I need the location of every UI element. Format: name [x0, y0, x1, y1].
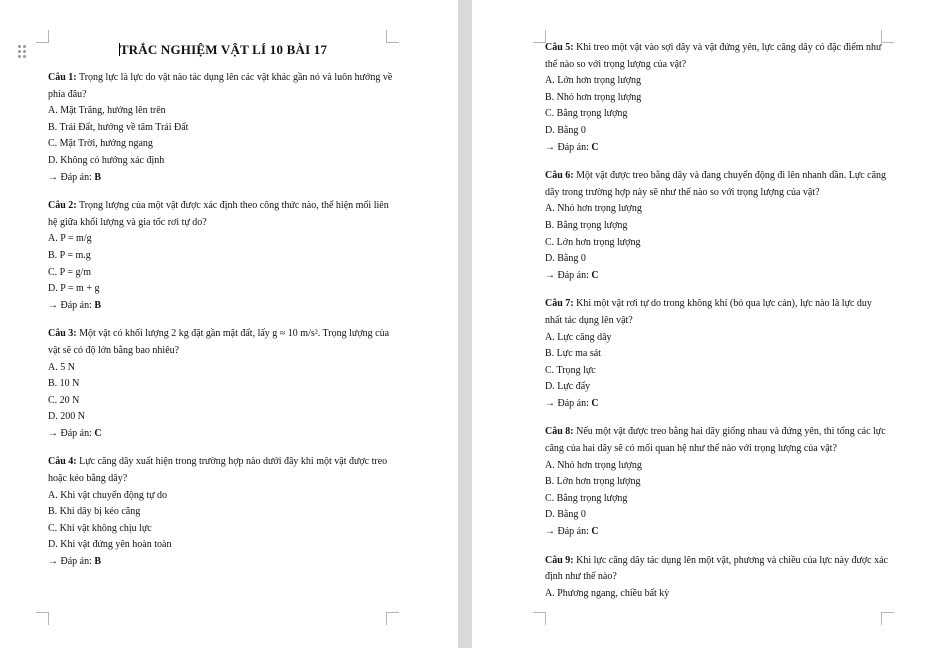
answer-prefix: → Đáp án:: [545, 397, 589, 409]
answer-option: C. Trọng lực: [545, 364, 596, 376]
question-body: Khi treo một vật vào sợi dây và vật đứng yên, lực căng dây có đặc điểm như thế nào so với trọng lượng của vật?: [545, 42, 882, 70]
question-label: Câu 4:: [48, 456, 77, 468]
question-block: [545, 168, 890, 284]
question-block: [48, 198, 398, 314]
page-corner-mark: [36, 612, 49, 625]
answer-letter: C: [591, 526, 599, 538]
correct-answer: [48, 298, 398, 315]
question-block: [545, 424, 890, 540]
answer-option: B. 10 N: [48, 378, 80, 390]
answer-option: C. 20 N: [48, 394, 80, 406]
answer-option: B. Nhỏ hơn trọng lượng: [545, 91, 642, 103]
question-body: Trọng lượng của một vật được xác định theo công thức nào, thể hiện mối liên hệ giữa khối lượng và gia tốc rơi tự do?: [48, 200, 389, 228]
question-label: Câu 5:: [545, 42, 574, 53]
question-text: [48, 70, 398, 103]
answer-option: B. Lớn hơn trọng lượng: [545, 476, 641, 488]
question-body: Khi lực căng dây tác dụng lên một vật, phương và chiều của lực này được xác định như thế nào?: [545, 554, 888, 583]
question-body: Nếu một vật được treo bằng hai dây giống nhau và đứng yên, thì tổng các lực căng của hai dây sẽ có mối quan hệ như thế nào với trọng lượng của vật?: [545, 426, 886, 455]
drag-handle-icon[interactable]: [18, 45, 26, 59]
answer-option: C. Mặt Trời, hướng ngang: [48, 138, 153, 150]
question-text: [545, 296, 890, 329]
question-label: Câu 1:: [48, 72, 77, 83]
answer-option: B. Lực ma sát: [545, 348, 601, 360]
question-label: Câu 8:: [545, 426, 574, 438]
answer-option: A. Khi vật chuyển động tự do: [48, 489, 168, 501]
answer-option: D. Lực đẩy: [545, 381, 591, 393]
answer-letter: B: [94, 171, 102, 183]
question-text: [48, 326, 398, 359]
correct-answer: [48, 554, 398, 571]
question-block: [48, 326, 398, 442]
answer-prefix: → Đáp án:: [545, 526, 589, 538]
answer-letter: C: [591, 397, 599, 409]
correct-answer: [545, 396, 890, 413]
answer-option: A. Lực căng dây: [545, 331, 612, 343]
correct-answer: [48, 170, 398, 187]
answer-option: B. Khi dây bị kéo căng: [48, 506, 141, 518]
question-text: [48, 198, 398, 231]
question-body: Lực căng dây xuất hiện trong trường hợp nào dưới đây khi một vật được treo hoặc kéo bằng dây?: [48, 456, 388, 485]
question-body: Trọng lực là lực do vật nào tác dụng lên các vật khác gần nó và luôn hướng về phía đâu?: [48, 72, 393, 100]
question-body: Một vật có khối lượng 2 kg đặt gần mặt đất, lấy g ≈ 10 m/s². Trọng lượng của vật sẽ có độ lớn bằng bao nhiêu?: [48, 328, 390, 356]
answer-letter: C: [591, 141, 599, 153]
answer-option: A. P = m/g: [48, 233, 92, 245]
answer-option: D. Bằng 0: [545, 509, 586, 521]
answer-option: C. Lớn hơn trọng lượng: [545, 236, 641, 248]
question-label: Câu 7:: [545, 298, 574, 310]
answer-prefix: → Đáp án:: [48, 427, 92, 439]
answer-prefix: → Đáp án:: [48, 171, 92, 183]
question-text: [545, 168, 890, 201]
question-label: Câu 2:: [48, 200, 77, 212]
answer-option: D. Không có hướng xác định: [48, 154, 165, 166]
question-label: Câu 3:: [48, 328, 77, 340]
correct-answer: [48, 426, 398, 443]
answer-option: B. Trái Đất, hướng về tâm Trái Đất: [48, 121, 189, 133]
correct-answer: [545, 268, 890, 285]
question-block: [545, 553, 890, 603]
question-block: [48, 454, 398, 570]
answer-option: C. Bằng trọng lượng: [545, 492, 628, 504]
page-corner-mark: [881, 612, 894, 625]
answer-option: D. Bằng 0: [545, 253, 586, 265]
question-text: [48, 454, 398, 487]
answer-option: A. 5 N: [48, 361, 75, 373]
answer-option: C. Bằng trọng lượng: [545, 108, 628, 120]
question-text: [545, 40, 890, 73]
answer-prefix: → Đáp án:: [48, 299, 92, 311]
question-block: [48, 70, 398, 186]
answer-option: D. P = m + g: [48, 283, 100, 295]
answer-option: A. Nhỏ hơn trọng lượng: [545, 203, 642, 215]
answer-letter: B: [94, 299, 102, 311]
question-label: Câu 6:: [545, 170, 574, 182]
answer-option: A. Phương ngang, chiều bất kỳ: [545, 587, 670, 599]
question-block: [545, 40, 890, 156]
answer-option: A. Nhỏ hơn trọng lượng: [545, 459, 642, 471]
answer-option: C. P = g/m: [48, 266, 92, 278]
answer-prefix: → Đáp án:: [545, 141, 589, 153]
answer-option: C. Khi vật không chịu lực: [48, 522, 152, 534]
question-text: [545, 553, 890, 586]
page-right: [472, 0, 940, 648]
question-label: Câu 9:: [545, 554, 574, 566]
page-left: [0, 0, 458, 648]
answer-prefix: → Đáp án:: [545, 269, 589, 281]
document-body-right[interactable]: [545, 40, 890, 602]
answer-letter: B: [94, 556, 102, 568]
correct-answer: [545, 524, 890, 541]
answer-option: B. Bằng trọng lượng: [545, 219, 628, 231]
question-block: [545, 296, 890, 412]
answer-option: D. Bằng 0: [545, 124, 586, 136]
answer-option: A. Lớn hơn trọng lượng: [545, 75, 642, 87]
question-body: Một vật được treo bằng dây và đang chuyển động đi lên nhanh dần. Lực căng dây trong trường hợp này sẽ như thế nào so với trọng lượng của vật?: [545, 170, 887, 198]
document-body-left[interactable]: [48, 40, 398, 583]
page-corner-mark: [533, 612, 546, 625]
page-corner-mark: [386, 612, 399, 625]
correct-answer: [545, 140, 890, 157]
answer-option: D. Khi vật đứng yên hoàn toàn: [48, 539, 172, 551]
document-title: TRẮC NGHIỆM VẬT LÍ 10 BÀI 17: [119, 42, 328, 57]
answer-letter: C: [591, 269, 599, 281]
answer-option: D. 200 N: [48, 411, 85, 423]
answer-option: B. P = m.g: [48, 249, 91, 261]
question-text: [545, 424, 890, 457]
answer-letter: C: [94, 427, 102, 439]
question-body: Khi một vật rơi tự do trong không khí (bỏ qua lực cản), lực nào là lực duy nhất tác dụng lên vật?: [545, 298, 872, 326]
answer-prefix: → Đáp án:: [48, 556, 92, 568]
answer-option: A. Mặt Trăng, hướng lên trên: [48, 105, 166, 117]
